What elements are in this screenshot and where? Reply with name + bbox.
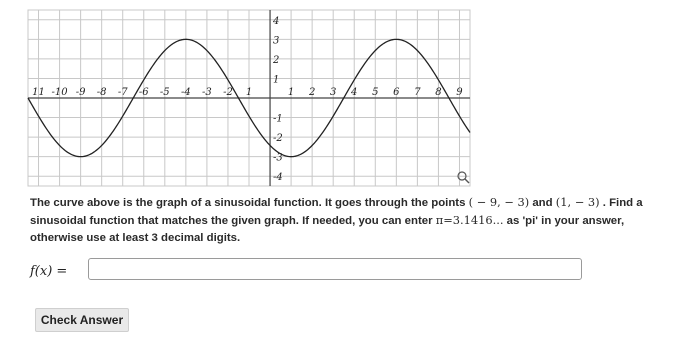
question-and: and (532, 197, 553, 209)
y-tick-label: -2 (273, 133, 283, 145)
y-tick-label: 3 (273, 35, 280, 47)
y-tick-label: 4 (273, 15, 280, 27)
x-tick-label: -7 (117, 87, 128, 98)
x-tick-label: -4 (180, 87, 191, 98)
x-tick-label: -9 (75, 87, 86, 98)
x-tick-label: 5 (372, 87, 379, 98)
pi-expression: π=3.1416... (435, 213, 504, 227)
x-tick-label: -5 (159, 87, 170, 98)
x-tick-label: 4 (351, 87, 358, 98)
point-1: ( − 9, − 3) (468, 195, 530, 209)
x-tick-label: -3 (202, 87, 212, 98)
x-tick-label: -8 (96, 87, 107, 98)
x-tick-label: 3 (330, 87, 337, 98)
x-tick-label: 11 (32, 87, 45, 98)
question-intro: The curve above is the graph of a sinusoidal function. It goes through the points (30, 197, 466, 209)
question-text (30, 194, 670, 247)
x-tick-label: 1 (245, 87, 253, 98)
x-tick-label: 8 (435, 87, 442, 98)
answer-input[interactable] (88, 258, 582, 280)
x-tick-label: -2 (223, 87, 233, 98)
x-tick-label: -6 (138, 87, 149, 98)
y-tick-label: -1 (273, 113, 283, 125)
x-tick-label: 9 (456, 87, 463, 98)
check-answer-button[interactable]: Check Answer (35, 308, 129, 332)
y-tick-label: -3 (273, 152, 283, 164)
answer-row (30, 258, 590, 284)
y-tick-label: -4 (273, 172, 283, 184)
answer-label: f(x) = (30, 264, 68, 279)
x-tick-label: 6 (393, 87, 400, 98)
y-tick-label: 2 (273, 54, 280, 66)
tick-labels (32, 16, 463, 183)
question-note: as 'pi' in your answer, otherwise use at least 3 decimal digits. (30, 215, 625, 244)
x-tick-label: 1 (287, 87, 295, 98)
question-instruction: . Find a sinusoidal function that matches the given graph. If needed, you can enter (30, 197, 643, 227)
point-2: (1, − 3) (555, 195, 600, 209)
x-tick-label: 2 (308, 87, 316, 98)
x-tick-label: 7 (414, 87, 421, 98)
y-tick-label: 1 (273, 74, 280, 86)
x-tick-label: -10 (51, 87, 68, 98)
